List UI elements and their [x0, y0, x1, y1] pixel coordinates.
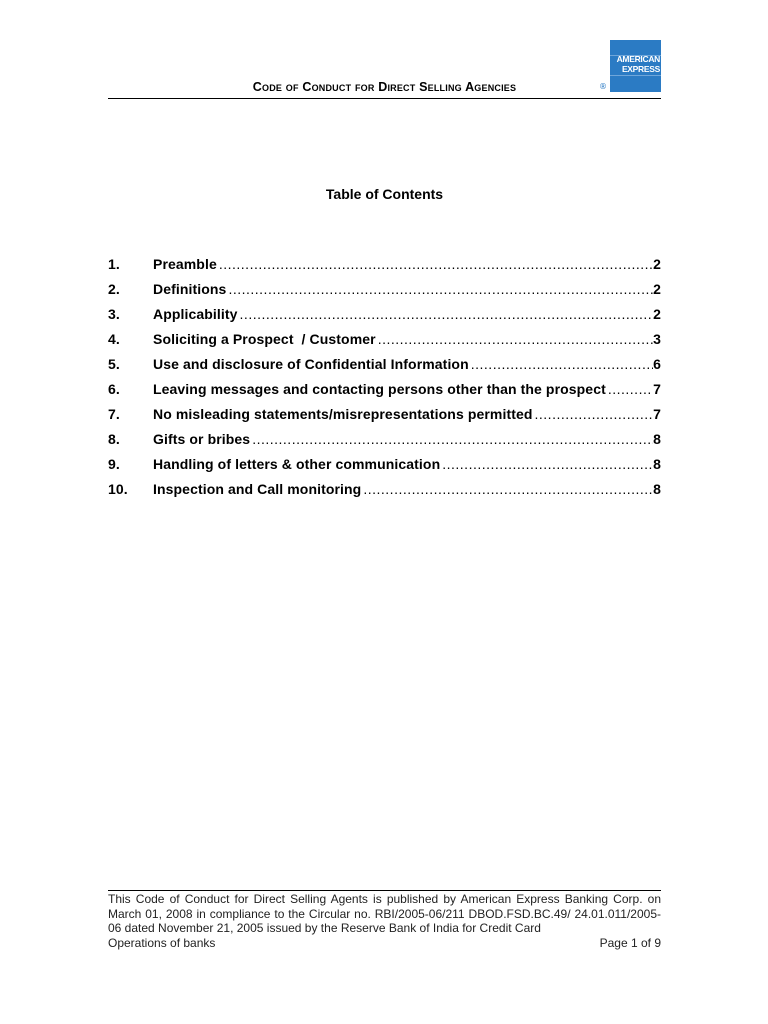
toc-entry-page[interactable]: 2 [653, 306, 661, 322]
toc-entry-title[interactable]: Leaving messages and contacting persons other than the prospect [153, 381, 606, 397]
toc-entry-title[interactable]: No misleading statements/misrepresentations permitted [153, 406, 533, 422]
toc-leader-dots [469, 356, 653, 372]
toc-entry-misleading-statements[interactable] [108, 406, 661, 431]
toc-entry-number: 10. [108, 481, 128, 497]
toc-entry-inspection[interactable] [108, 481, 661, 506]
toc-entry-number: 9. [108, 456, 120, 472]
logo-band [610, 55, 661, 76]
header-divider [108, 98, 661, 99]
toc-entry-number: 3. [108, 306, 120, 322]
toc-leader-dots [238, 306, 653, 322]
toc-entry-confidential-information[interactable] [108, 356, 661, 381]
page-number: Page 1 of 9 [599, 935, 661, 950]
toc-entry-number: 4. [108, 331, 120, 347]
document-header-title: Code of Conduct for Direct Selling Agencies [252, 80, 517, 94]
toc-heading: Table of Contents [325, 186, 444, 202]
toc-leader-dots [606, 381, 653, 397]
toc-entry-number: 5. [108, 356, 120, 372]
toc-entry-gifts-or-bribes[interactable] [108, 431, 661, 456]
toc-entry-number: 2. [108, 281, 120, 297]
toc-entry-title[interactable]: Applicability [153, 306, 238, 322]
toc-leader-dots [217, 256, 653, 272]
toc-entry-page[interactable]: 2 [653, 281, 661, 297]
toc-leader-dots [250, 431, 653, 447]
toc-entry-page[interactable]: 6 [653, 356, 661, 372]
toc-entry-title[interactable]: Soliciting a Prospect / Customer [153, 331, 376, 347]
toc-entry-title[interactable]: Preamble [153, 256, 217, 272]
toc-entry-page[interactable]: 7 [653, 381, 661, 397]
toc-entry-title[interactable]: Definitions [153, 281, 227, 297]
toc-entry-title[interactable]: Handling of letters & other communication [153, 456, 441, 472]
toc-entry-applicability[interactable] [108, 306, 661, 331]
logo-text-american: AMERICAN [616, 54, 660, 64]
toc-entry-page[interactable]: 2 [653, 256, 661, 272]
footer-notice: This Code of Conduct for Direct Selling Agents is published by American Express Banking Corp. on March 01, 2008 in compliance to the Circular no. RBI/2005-06/211 DBOD.FSD.BC.49/ 24.01.011/2005-06 dated November 21, 2005 issued by the Reserve Bank of India for Credit Card [108, 892, 661, 935]
page-footer [108, 892, 661, 950]
toc-entry-number: 7. [108, 406, 120, 422]
toc-entry-page[interactable]: 8 [653, 431, 661, 447]
toc-entry-preamble[interactable] [108, 256, 661, 281]
toc-entry-title[interactable]: Inspection and Call monitoring [153, 481, 362, 497]
toc-entry-number: 1. [108, 256, 120, 272]
table-of-contents [108, 256, 661, 506]
toc-entry-title[interactable]: Gifts or bribes [153, 431, 251, 447]
toc-entry-number: 8. [108, 431, 120, 447]
footer-notice-end: Operations of banks [108, 935, 216, 950]
toc-leader-dots [226, 281, 653, 297]
logo-text-express: EXPRESS [621, 64, 660, 74]
toc-entry-page[interactable]: 8 [653, 456, 661, 472]
toc-entry-page[interactable]: 7 [653, 406, 661, 422]
toc-entry-definitions[interactable] [108, 281, 661, 306]
footer-divider [108, 890, 661, 891]
toc-leader-dots [376, 331, 653, 347]
toc-leader-dots [440, 456, 653, 472]
registered-mark: ® [599, 82, 607, 91]
toc-entry-handling-letters[interactable] [108, 456, 661, 481]
toc-leader-dots [533, 406, 653, 422]
footer-last-line [108, 936, 661, 951]
toc-entry-leaving-messages[interactable] [108, 381, 661, 406]
toc-entry-number: 6. [108, 381, 120, 397]
toc-leader-dots [361, 481, 653, 497]
toc-entry-soliciting[interactable] [108, 331, 661, 356]
toc-entry-page[interactable]: 3 [653, 331, 661, 347]
toc-entry-page[interactable]: 8 [653, 481, 661, 497]
toc-entry-title[interactable]: Use and disclosure of Confidential Information [153, 356, 469, 372]
